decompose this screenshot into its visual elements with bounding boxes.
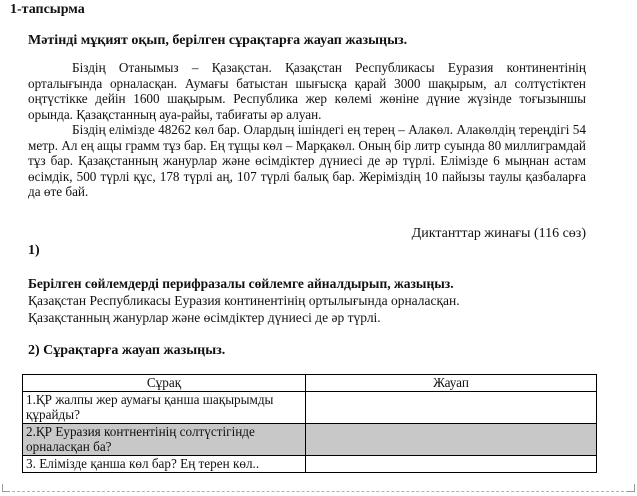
passage-paragraph: Біздің Отанымыз – Қазақстан. Қазақстан Республикасы Еуразия континентінің орталығында орналасқан. Аумағы батыстан шығысқа қарай 3000 шақырым, ал солтүстіктен оңтүстікке дейін 1600 шақырым. Республика жер көлемі жөніне дүние жүзінде тоғызыншы орында. Қазақстанның ауа-райы, табиғаты әр алуан. [28, 60, 586, 122]
task1-title: Берілген сөйлемдерді перифразалы сөйлемге айналдырып, жазыңыз. [28, 276, 454, 291]
table-row [23, 456, 597, 473]
answer-cell[interactable] [306, 456, 597, 473]
task-heading: 1-тапсырма [10, 2, 85, 17]
reading-instruction: Мәтінді мұқият оқып, берілген сұрақтарға жауап жазыңыз. [28, 33, 408, 48]
page-bottom-border [2, 491, 634, 492]
crop-mark [2, 484, 10, 492]
reading-passage [28, 60, 586, 200]
table-row [23, 392, 597, 424]
task1-sentence: Қазақстанның жанурлар және өсімдіктер дүниесі де әр түрлі. [28, 310, 381, 325]
answer-cell[interactable] [306, 424, 597, 456]
question-cell: 2.ҚР Еуразия контнентінің солтүстігінде орналасқан ба? [23, 424, 306, 456]
question-answer-table [22, 374, 597, 473]
question-cell: 3. Елімізде қанша көл бар? Ең терен көл.. [23, 456, 306, 473]
table-header-row [23, 375, 597, 392]
passage-paragraph: Біздің елімізде 48262 көл бар. Олардың ішіндегі ең терең – Алакөл. Алакөлдің тереңдігі 54 метр. Ал ең ащы грамм тұз бар. Ең тұщы көл – Марқакөл. Оның бір литр суында 80 миллиграмдай тұз бар. Қазақстанның жанурлар және өсімдіктер дүниесі де әр түрлі. Елімізде 6 мыңнан астам өсімдік, 500 түрлі құс, 178 түрлі аң, 107 түрлі балық бар. Жеріміздің 10 пайызы таулы қазбаларға да өте бай. [28, 122, 586, 199]
answer-column-header: Жауап [306, 375, 597, 392]
task1-block [28, 275, 608, 326]
task1-marker: 1) [28, 243, 40, 258]
question-column-header: Сұрақ [23, 375, 306, 392]
table-row [23, 424, 597, 456]
task1-sentence: Қазақстан Республикасы Еуразия континентінің ортылығында орналасқан. [28, 293, 460, 308]
question-cell: 1.ҚР жалпы жер аумағы қанша шақырымды құрайды? [23, 392, 306, 424]
answer-cell[interactable] [306, 392, 597, 424]
crop-mark [627, 484, 635, 492]
passage-source: Диктанттар жинағы (116 сөз) [411, 226, 586, 241]
task2-title: 2) Сұрақтарға жауап жазыңыз. [28, 343, 226, 358]
